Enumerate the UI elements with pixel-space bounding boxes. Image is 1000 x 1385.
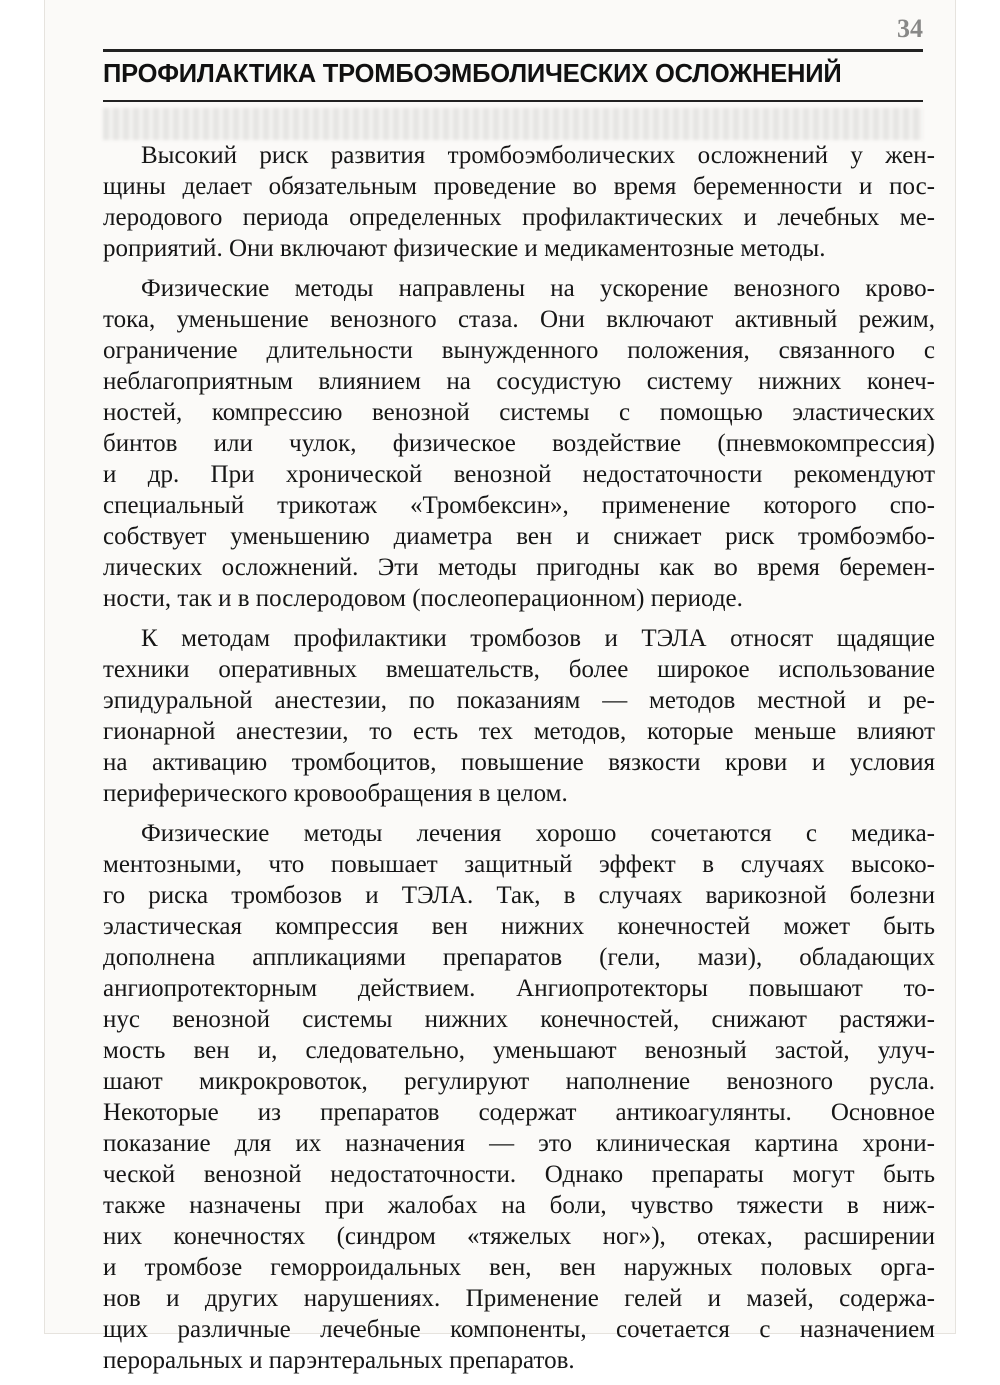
paragraph-1 xyxy=(103,140,935,264)
text-line: ментозными, что повышает защитный эффект в случаях высоко- xyxy=(103,851,935,878)
paragraph-4 xyxy=(103,818,935,1376)
text-line: и тромбозе геморроидальных вен, вен наружных половых орга- xyxy=(103,1254,935,1281)
text-line: пероральных и парэнтеральных препаратов. xyxy=(103,1347,575,1374)
title-rule xyxy=(103,100,923,102)
text-line: эпидуральной анестезии, по показаниям — методов местной и ре- xyxy=(103,687,935,714)
paragraph-3 xyxy=(103,623,935,809)
text-line: Некоторые из препаратов содержат антикоагулянты. Основное xyxy=(103,1099,935,1126)
text-line: дополнена аппликациями препаратов (гели, мази), обладающих xyxy=(103,944,935,971)
text-line: леродового периода определенных профилактических и лечебных ме- xyxy=(103,204,935,231)
text-line: ностей, компрессию венозной системы с помощью эластических xyxy=(103,399,935,426)
text-line: тока, уменьшение венозного стаза. Они включают активный режим, xyxy=(103,306,935,333)
text-line: на активацию тромбоцитов, повышение вязкости крови и условия xyxy=(103,749,935,776)
text-line: ангиопротекторным действием. Ангиопротекторы повышают то- xyxy=(103,975,935,1002)
text-line: ограничение длительности вынужденного положения, связанного с xyxy=(103,337,935,364)
text-line: собствует уменьшению диаметра вен и снижает риск тромбоэмбо- xyxy=(103,523,935,550)
text-line: Физические методы направлены на ускорение венозного крово- xyxy=(141,275,935,302)
book-page xyxy=(45,0,955,1374)
page-number: 34 xyxy=(897,14,923,43)
body-text xyxy=(103,140,935,1385)
bleed-through-shadow xyxy=(103,108,923,140)
text-line: го риска тромбозов и ТЭЛА. Так, в случаях варикозной болезни xyxy=(103,882,935,909)
text-line: них конечностях (синдром «тяжелых ног»), отеках, расширении xyxy=(103,1223,935,1250)
text-line: и др. При хронической венозной недостаточности рекомендуют xyxy=(103,461,935,488)
text-line: гионарной анестезии, то есть тех методов, которые меньше влияют xyxy=(103,718,935,745)
text-line: показание для их назначения — это клиническая картина хрони- xyxy=(103,1130,935,1157)
text-line: щих различные лечебные компоненты, сочетается с назначением xyxy=(103,1316,935,1343)
paragraph-2 xyxy=(103,273,935,614)
text-line: ности, так и в послеродовом (послеоперационном) периоде. xyxy=(103,585,743,612)
text-line: Физические методы лечения хорошо сочетаются с медика- xyxy=(141,820,935,847)
text-line: щины делает обязательным проведение во время беременности и пос- xyxy=(103,173,935,200)
text-line: периферического кровообращения в целом. xyxy=(103,780,568,807)
text-line: нус венозной системы нижних конечностей, снижают растяжи- xyxy=(103,1006,935,1033)
text-line: шают микрокровоток, регулируют наполнение венозного русла. xyxy=(103,1068,935,1095)
text-line: мость вен и, следовательно, уменьшают венозный застой, улуч- xyxy=(103,1037,935,1064)
text-line: лических осложнений. Эти методы пригодны как во время беремен- xyxy=(103,554,935,581)
text-line: специальный трикотаж «Тромбексин», применение которого спо- xyxy=(103,492,935,519)
running-header xyxy=(103,16,923,46)
text-line: неблагоприятным влиянием на сосудистую систему нижних конеч- xyxy=(103,368,935,395)
text-line: техники оперативных вмешательств, более широкое использование xyxy=(103,656,935,683)
text-line: также назначены при жалобах на боли, чувство тяжести в ниж- xyxy=(103,1192,935,1219)
text-line: нов и других нарушениях. Применение гелей и мазей, содержа- xyxy=(103,1285,935,1312)
header-rule xyxy=(103,49,923,52)
text-line: ческой венозной недостаточности. Однако препараты могут быть xyxy=(103,1161,935,1188)
section-title: ПРОФИЛАКТИКА ТРОМБОЭМБОЛИЧЕСКИХ ОСЛОЖНЕНИЙ xyxy=(103,60,842,88)
text-line: К методам профилактики тромбозов и ТЭЛА относят щадящие xyxy=(141,625,935,652)
text-line: Высокий риск развития тромбоэмболических осложнений у жен- xyxy=(141,142,935,169)
text-line: роприятий. Они включают физические и медикаментозные методы. xyxy=(103,235,826,262)
text-line: эластическая компрессия вен нижних конечностей может быть xyxy=(103,913,935,940)
text-line: бинтов или чулок, физическое воздействие (пневмокомпрессия) xyxy=(103,430,935,457)
